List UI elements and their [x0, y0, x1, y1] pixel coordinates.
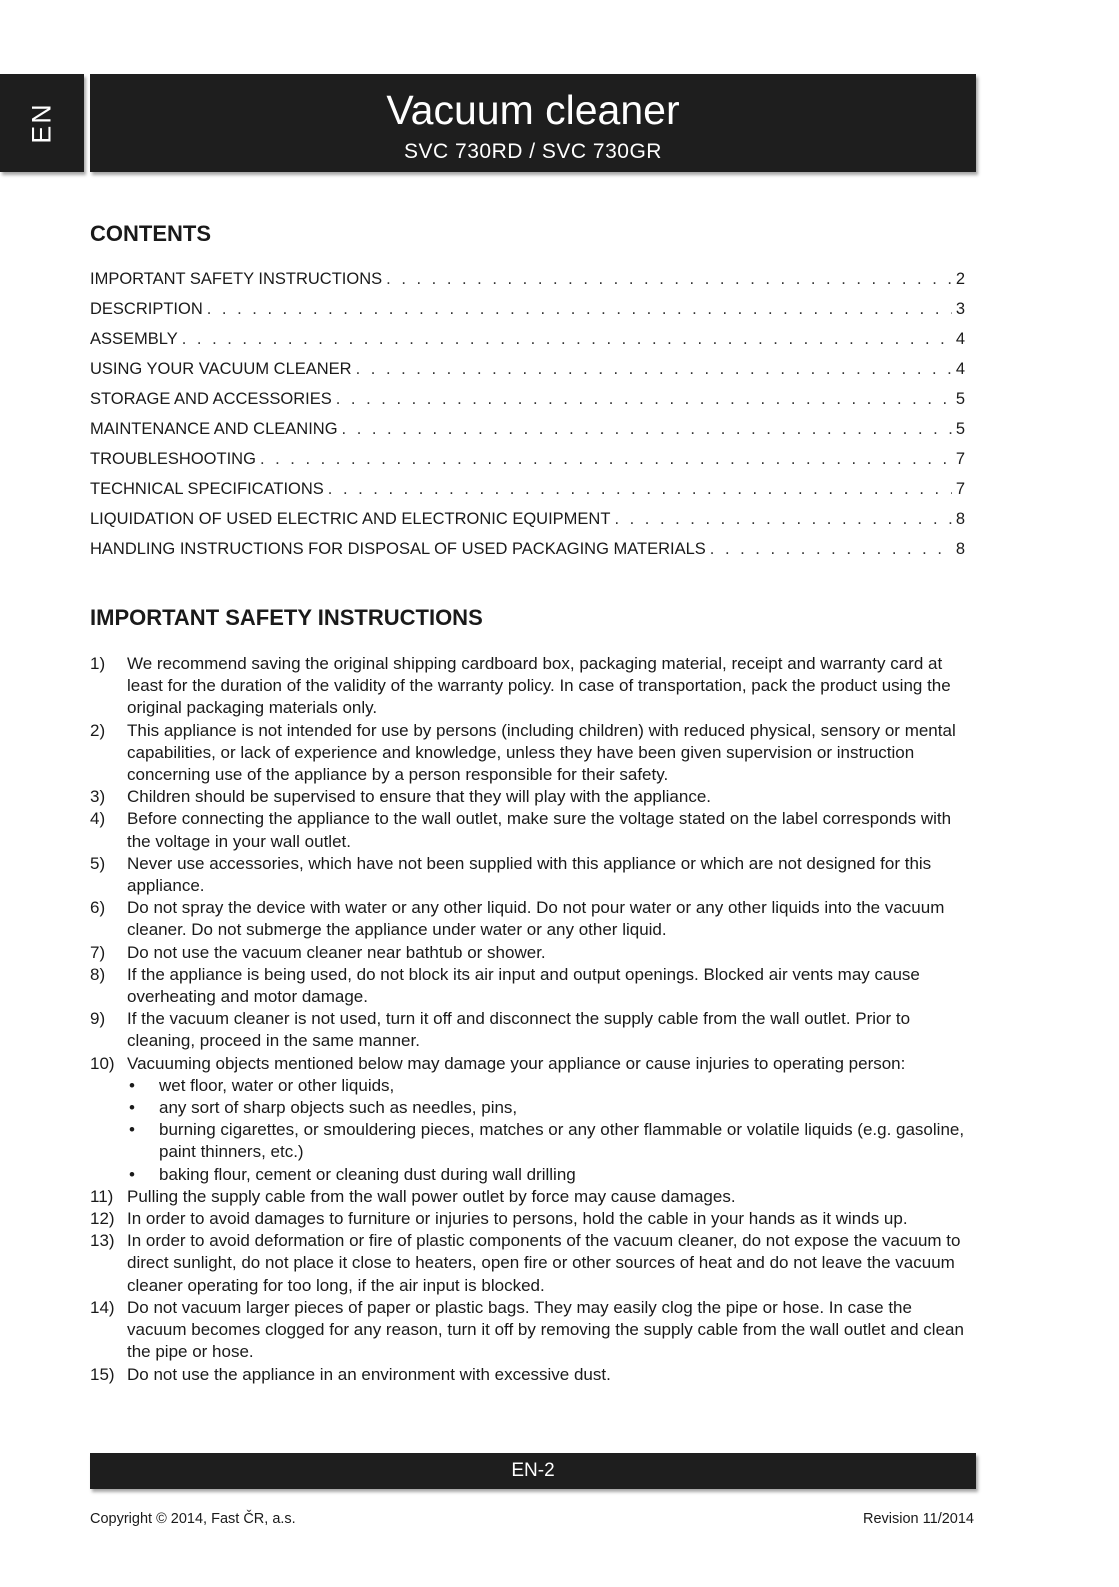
- item-number: 6): [90, 898, 106, 918]
- toc-entry: [90, 480, 965, 510]
- item-text: Vacuuming objects mentioned below may damage your appliance or cause injuries to operating person:: [127, 1053, 906, 1073]
- bullet-icon: •: [129, 1164, 135, 1184]
- item-text: Do not use the appliance in an environment with excessive dust.: [127, 1364, 611, 1384]
- toc-leader: [356, 360, 952, 379]
- bullet-icon: •: [129, 1120, 135, 1140]
- toc-entry-page: 8: [955, 540, 965, 558]
- safety-item: [90, 786, 975, 808]
- item-number: 14): [90, 1297, 115, 1317]
- contents-heading: CONTENTS: [90, 221, 211, 246]
- copyright-notice: Copyright © 2014, Fast ČR, a.s.: [90, 1511, 296, 1527]
- model-subtitle: SVC 730RD / SVC 730GR: [404, 140, 662, 163]
- item-text: This appliance is not intended for use by persons (including children) with reduced physical, sensory or mental capabilities, or lack of experience and knowledge, unless they have been given supervision or instruction concerning use of the appliance by a person responsible for their safety.: [127, 720, 956, 785]
- toc-entry-page: 2: [955, 270, 965, 288]
- bullet-item: [127, 1097, 975, 1119]
- toc-entry-title: MAINTENANCE AND CLEANING: [90, 420, 338, 438]
- item-body: [127, 1053, 975, 1186]
- toc-entry-page: 5: [955, 390, 965, 408]
- toc-entry-title: TECHNICAL SPECIFICATIONS: [90, 480, 324, 498]
- item-text: Do not use the vacuum cleaner near bathtub or shower.: [127, 942, 546, 962]
- bullet-item: [127, 1119, 975, 1163]
- toc-leader: [710, 540, 952, 559]
- safety-item: [90, 942, 975, 964]
- item-number: 10): [90, 1053, 115, 1073]
- item-number: 5): [90, 853, 106, 873]
- toc-entry-page: 4: [955, 360, 965, 378]
- item-text: Do not spray the device with water or any other liquid. Do not pour water or any other liquids into the vacuum cleaner. Do not submerge the appliance under water or any other liquid.: [127, 898, 945, 940]
- toc-entry-title: USING YOUR VACUUM CLEANER: [90, 360, 352, 378]
- toc-leader: [336, 390, 952, 409]
- language-tab: [0, 74, 84, 172]
- toc-entry-page: 4: [955, 330, 965, 348]
- safety-item: [90, 1297, 975, 1364]
- safety-item: [90, 1364, 975, 1386]
- toc-entry-title: HANDLING INSTRUCTIONS FOR DISPOSAL OF USED PACKAGING MATERIALS: [90, 540, 706, 558]
- item-text: Before connecting the appliance to the wall outlet, make sure the voltage stated on the label corresponds with the voltage in your wall outlet.: [127, 809, 952, 851]
- page-number: EN-2: [511, 1460, 555, 1481]
- toc-entry-title: STORAGE AND ACCESSORIES: [90, 390, 332, 408]
- toc-entry-page: 5: [955, 420, 965, 438]
- toc-entry-title: ASSEMBLY: [90, 330, 178, 348]
- bullet-item: [127, 1164, 975, 1186]
- toc-entry-title: IMPORTANT SAFETY INSTRUCTIONS: [90, 270, 383, 288]
- toc-entry: [90, 510, 965, 540]
- item-number: 3): [90, 787, 106, 807]
- safety-item: [90, 1186, 975, 1208]
- item-number: 1): [90, 654, 106, 673]
- toc-entry: [90, 450, 965, 480]
- bullet-icon: •: [129, 1098, 135, 1118]
- item-text: We recommend saving the original shipping cardboard box, packaging material, receipt and warranty card at least for the duration of the validity of the warranty policy. In case of transportation, pack the product using the original packaging materials only.: [127, 654, 951, 718]
- safety-instructions-list: [90, 653, 975, 1386]
- item-text: Pulling the supply cable from the wall power outlet by force may cause damages.: [127, 1186, 736, 1206]
- toc-leader: [342, 420, 952, 439]
- item-number: 9): [90, 1009, 106, 1029]
- safety-item: [90, 1208, 975, 1230]
- toc-leader: [614, 510, 951, 529]
- toc-entry: [90, 420, 965, 450]
- item-text: If the vacuum cleaner is not used, turn it off and disconnect the supply cable from the wall outlet. Prior to cleaning, proceed in the same manner.: [127, 1009, 911, 1051]
- safety-item: [90, 964, 975, 1008]
- toc-leader: [386, 270, 952, 289]
- page-number-bar: [90, 1453, 976, 1489]
- item-text: If the appliance is being used, do not block its air input and output openings. Blocked air vents may cause overheating and motor damage.: [127, 964, 920, 1007]
- item-number: 4): [90, 809, 106, 829]
- title-banner: [90, 74, 976, 172]
- item-text: In order to avoid damages to furniture or injuries to persons, hold the cable in your hands as it winds up.: [127, 1209, 908, 1229]
- toc-entry-title: DESCRIPTION: [90, 300, 203, 318]
- item-number: 11): [90, 1186, 114, 1206]
- toc-entry-title: TROUBLESHOOTING: [90, 450, 256, 468]
- bullet-text: baking flour, cement or cleaning dust during wall drilling: [159, 1164, 576, 1184]
- safety-item: [90, 1053, 975, 1186]
- bullet-item: [127, 1075, 975, 1097]
- item-number: 2): [90, 720, 106, 740]
- item-text: Never use accessories, which have not been supplied with this appliance or which are not designed for this appliance.: [127, 853, 932, 896]
- toc-entry-page: 7: [955, 450, 965, 468]
- toc-entry-title: LIQUIDATION OF USED ELECTRIC AND ELECTRONIC EQUIPMENT: [90, 510, 611, 528]
- item-text: Children should be supervised to ensure that they will play with the appliance.: [127, 787, 712, 807]
- item-number: 13): [90, 1231, 115, 1251]
- safety-item: [90, 853, 975, 897]
- toc-entry: [90, 330, 965, 360]
- toc-leader: [207, 300, 952, 319]
- toc-entry: [90, 270, 965, 300]
- revision-label: Revision 11/2014: [863, 1511, 974, 1527]
- table-of-contents: [90, 270, 965, 570]
- bullet-icon: •: [129, 1075, 135, 1095]
- safety-item: [90, 1230, 975, 1297]
- item-text: In order to avoid deformation or fire of plastic components of the vacuum cleaner, do not expose the vacuum to direct sunlight, do not place it close to heaters, open fire or other sources of heat and do not leave the vacuum cleaner operating for too long, if the air input is blocked.: [127, 1231, 961, 1295]
- toc-entry: [90, 300, 965, 330]
- document-title: Vacuum cleaner: [386, 87, 680, 133]
- safety-item: [90, 897, 975, 941]
- toc-leader: [260, 450, 952, 469]
- toc-entry: [90, 390, 965, 420]
- item-text: Do not vacuum larger pieces of paper or plastic bags. They may easily clog the pipe or hose. In case the vacuum becomes clogged for any reason, turn it off by removing the supply cable from the wall outlet and clean the pipe or hose.: [127, 1297, 964, 1362]
- safety-item: [90, 1008, 975, 1052]
- toc-leader: [328, 480, 952, 499]
- bullet-text: wet floor, water or other liquids,: [159, 1075, 395, 1095]
- safety-item: [90, 720, 975, 787]
- item-number: 12): [90, 1209, 115, 1229]
- safety-heading: IMPORTANT SAFETY INSTRUCTIONS: [90, 605, 483, 630]
- hazard-bullet-list: [127, 1075, 975, 1186]
- toc-entry-page: 7: [955, 480, 965, 498]
- safety-item: [90, 653, 975, 720]
- language-label: EN: [26, 102, 57, 144]
- item-number: 8): [90, 964, 106, 984]
- toc-entry: [90, 360, 965, 390]
- toc-leader: [182, 330, 952, 349]
- item-number: 15): [90, 1364, 115, 1384]
- item-number: 7): [90, 942, 106, 962]
- bullet-text: burning cigarettes, or smouldering pieces, matches or any other flammable or volatile liquids (e.g. gasoline, paint thinners, etc.): [159, 1120, 965, 1162]
- safety-item: [90, 808, 975, 852]
- toc-entry: [90, 540, 965, 570]
- toc-entry-page: 3: [955, 300, 965, 318]
- toc-entry-page: 8: [955, 510, 965, 528]
- bullet-text: any sort of sharp objects such as needles, pins,: [159, 1098, 518, 1118]
